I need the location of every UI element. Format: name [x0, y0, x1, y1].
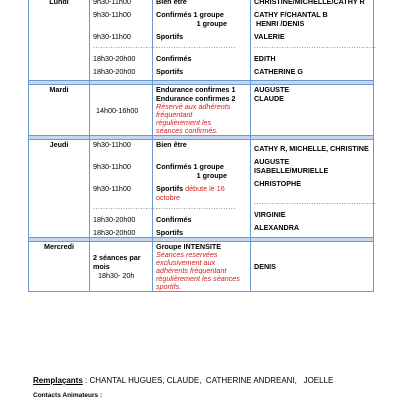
- day-mercredi: Mercredi: [29, 242, 90, 292]
- replacements-label: Remplaçants: [33, 376, 83, 385]
- separator-dots: ................................: [156, 202, 236, 211]
- separator-dots: .................................................: [254, 41, 377, 50]
- person: VIRGINIE: [254, 210, 286, 219]
- note-mardi: Réservé aux adhérents fréquentant régulièrement les séances confirmés.: [156, 102, 231, 135]
- time: 9h30-11h00: [93, 10, 131, 19]
- time: 18h30- 20h: [98, 271, 135, 280]
- row-lundi: [29, 0, 374, 81]
- person: CLAUDE: [254, 94, 284, 103]
- start-note: débute le 16 octobre: [156, 184, 225, 202]
- person: ISABELLE/MURIELLE: [254, 166, 329, 175]
- time: 18h30-20h00: [93, 67, 136, 76]
- person: CHRISTOPHE: [254, 179, 301, 188]
- activity: Sportifs: [156, 32, 184, 41]
- person: CHRISTINE/MICHELLE/CATHY R: [254, 0, 365, 6]
- row-jeudi: [29, 140, 374, 238]
- activity-sportifs: [156, 184, 247, 202]
- schedule-table: [28, 0, 377, 292]
- separator-dots: ..........................: [93, 41, 158, 50]
- person: HENRI /DENIS: [256, 19, 305, 28]
- day-mardi: Mardi: [29, 85, 90, 136]
- time: 9h30-11h00: [93, 162, 131, 171]
- people-mardi: [251, 85, 374, 136]
- time: 18h30-20h00: [93, 54, 136, 63]
- person: EDITH: [254, 54, 276, 63]
- activities-mardi: [153, 85, 251, 136]
- activity: Confirmés 1 groupe: [156, 162, 224, 171]
- time: 9h30-11h00: [93, 140, 131, 149]
- activity: Groupe INTENSITE: [156, 242, 222, 251]
- time-mercredi: [90, 242, 153, 292]
- day-lundi: Lundi: [29, 0, 90, 81]
- replacements-line: [33, 376, 333, 385]
- activity: Bien être: [156, 0, 187, 6]
- activity: Sportifs: [156, 228, 184, 237]
- person-mercredi: DENIS: [251, 242, 374, 292]
- person: VALERIE: [254, 32, 285, 41]
- activity: Bien être: [156, 140, 187, 149]
- activity: Sportifs: [156, 67, 184, 76]
- time: 9h30-11h00: [93, 32, 131, 41]
- note-mercredi: Séances reservées exclusivement aux adhérents fréquentant régulièrement les séances sportifs.: [156, 250, 240, 291]
- activities-lundi: [153, 0, 251, 81]
- times-jeudi: [90, 140, 158, 238]
- activity: Sportifs: [156, 184, 184, 193]
- people-lundi: [251, 0, 377, 81]
- separator-dots: ..........................: [93, 202, 158, 211]
- activity: 1 groupe: [196, 171, 227, 180]
- person: AUGUSTE: [254, 157, 290, 166]
- times-lundi: [90, 0, 158, 81]
- people-jeudi: [251, 140, 377, 238]
- activity: 1 groupe: [196, 19, 227, 28]
- person: ALEXANDRA: [254, 223, 300, 232]
- time: 9h30-11h00: [93, 0, 131, 6]
- replacements-text: : CHANTAL HUGUES, CLAUDE, CATHERINE ANDREANI, JOELLE: [82, 376, 334, 385]
- row-mercredi: [29, 242, 374, 292]
- activity: Confirmés 1 groupe: [156, 10, 224, 19]
- time: 2 séances par mois: [93, 253, 141, 271]
- activities-mercredi: [153, 242, 251, 292]
- row-mardi: [29, 85, 374, 136]
- separator-dots: ................................: [156, 41, 236, 50]
- person: CATHERINE G: [254, 67, 303, 76]
- activity: Confirmés: [156, 54, 192, 63]
- time-mardi: 14h00-16h00: [90, 85, 153, 136]
- activity: Endurance confirmes 1: [156, 85, 236, 94]
- separator-dots: .................................................: [254, 197, 377, 206]
- activity: Endurance confirmes 2: [156, 94, 236, 103]
- activity: Confirmés: [156, 215, 192, 224]
- time: 18h30-20h00: [93, 228, 136, 237]
- contacts-label: Contacts Animateurs :: [33, 392, 103, 399]
- person: CATHY F/CHANTAL B: [254, 10, 328, 19]
- person: AUGUSTE: [254, 85, 290, 94]
- person: CATHY R, MICHELLE, CHRISTINE: [254, 144, 369, 153]
- time: 18h30-20h00: [93, 215, 136, 224]
- time: 9h30-11h00: [93, 184, 131, 193]
- day-jeudi: Jeudi: [29, 140, 90, 238]
- activities-jeudi: [153, 140, 251, 238]
